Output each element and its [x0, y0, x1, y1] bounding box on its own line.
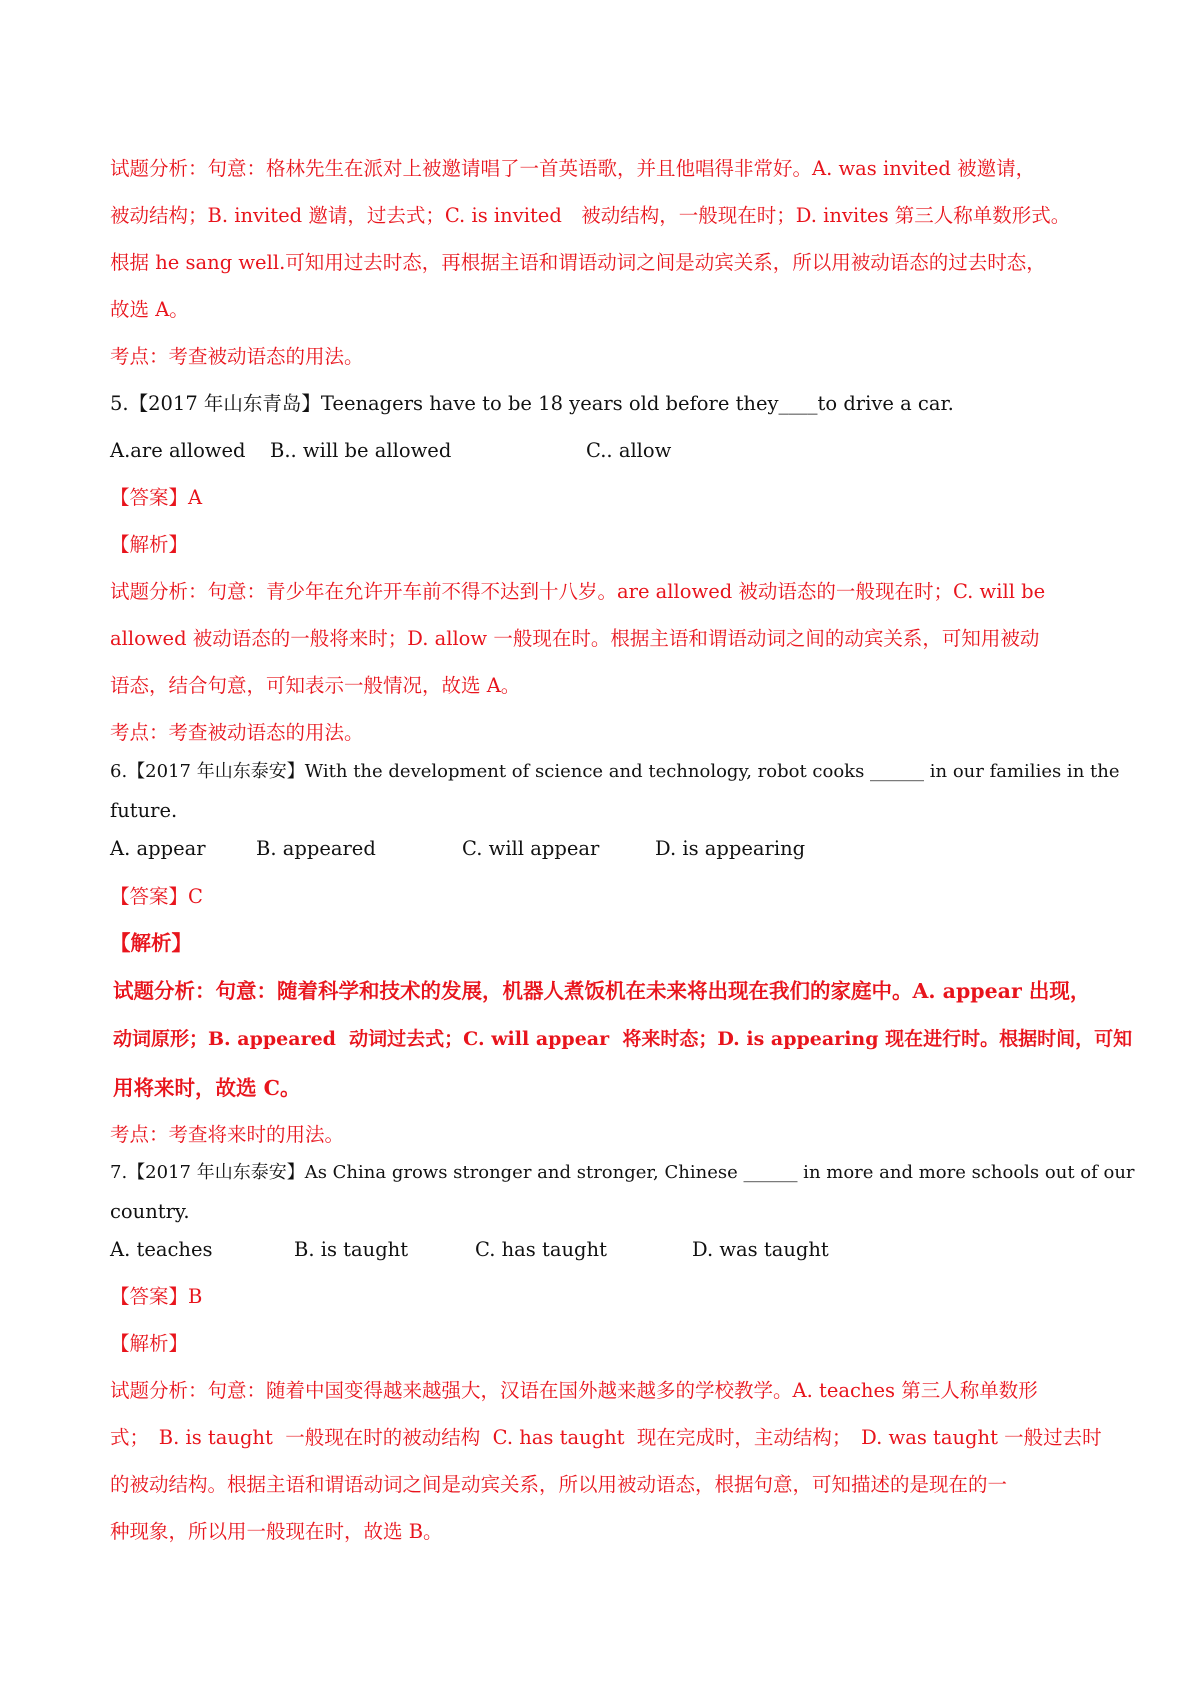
- q4-point: 考点：考查被动语态的用法。: [110, 345, 364, 368]
- q7-analysis-line-2: 式； B. is taught 一般现在时的被动结构 C. has taught 现在完成时，主动结构； D. was taught 一般过去时: [110, 1426, 1102, 1449]
- q7-stem-line-1: 7.【2017 年山东泰安】As China grows stronger and stronger, Chinese ______ in more and more schools out of our: [110, 1162, 1135, 1183]
- q7-analysis-line-4: 种现象，所以用一般现在时，故选 B。: [110, 1520, 443, 1543]
- q6-option-a: A. appear: [110, 837, 206, 860]
- q6-option-c: C. will appear: [462, 837, 600, 860]
- q7-analysis-line-3: 的被动结构。根据主语和谓语动词之间是动宾关系，所以用被动语态，根据句意，可知描述的是现在的一: [110, 1473, 1008, 1496]
- q4-analysis-line-3: 根据 he sang well.可知用过去时态，再根据主语和谓语动词之间是动宾关系，所以用被动语态的过去时态，: [110, 251, 1046, 274]
- q6-answer: 【答案】C: [110, 885, 203, 908]
- q7-option-b: B. is taught: [294, 1238, 409, 1261]
- q7-analysis-label: 【解析】: [110, 1332, 189, 1355]
- q7-option-d: D. was taught: [692, 1238, 829, 1261]
- q5-option-b: B.. will be allowed: [270, 439, 452, 462]
- q5-stem: 5.【2017 年山东青岛】Teenagers have to be 18 years old before they____to drive a car.: [110, 392, 954, 415]
- q6-option-d: D. is appearing: [655, 837, 806, 860]
- q5-option-a: A.are allowed: [110, 439, 246, 462]
- q5-point: 考点：考查被动语态的用法。: [110, 721, 364, 744]
- q5-analysis-line-1: 试题分析：句意：青少年在允许开车前不得不达到十八岁。are allowed 被动语态的一般现在时；C. will be: [110, 580, 1046, 603]
- q7-stem-line-2: country.: [110, 1200, 190, 1223]
- q7-analysis-line-1: 试题分析：句意：随着中国变得越来越强大，汉语在国外越来越多的学校教学。A. teaches 第三人称单数形: [110, 1379, 1038, 1402]
- q5-option-c: C.. allow: [586, 439, 672, 462]
- q5-analysis-line-3: 语态，结合句意，可知表示一般情况，故选 A。: [110, 674, 521, 697]
- q4-analysis-line-4: 故选 A。: [110, 298, 189, 321]
- q6-analysis-line-2: 动词原形；B. appeared 动词过去式；C. will appear 将来时态；D. is appearing 现在进行时。根据时间，可知: [113, 1028, 1133, 1050]
- q6-stem-line-2: future.: [110, 799, 178, 822]
- q5-answer: 【答案】A: [110, 486, 203, 509]
- q6-analysis-label: 【解析】: [110, 931, 192, 955]
- q6-analysis-line-3: 用将来时，故选 C。: [113, 1076, 301, 1100]
- q7-option-a: A. teaches: [110, 1238, 213, 1261]
- q5-analysis-line-2: allowed 被动语态的一般将来时；D. allow 一般现在时。根据主语和谓语动词之间的动宾关系，可知用被动: [110, 627, 1040, 650]
- q6-option-b: B. appeared: [256, 837, 376, 860]
- q4-analysis-line-1: 试题分析：句意：格林先生在派对上被邀请唱了一首英语歌，并且他唱得非常好。A. was invited 被邀请，: [110, 157, 1036, 180]
- q6-analysis-line-1: 试题分析：句意：随着科学和技术的发展，机器人煮饭机在未来将出现在我们的家庭中。A. appear 出现，: [113, 979, 1091, 1003]
- q4-analysis-line-2: 被动结构；B. invited 邀请，过去式；C. is invited 被动结构，一般现在时；D. invites 第三人称单数形式。: [110, 204, 1071, 227]
- q5-analysis-label: 【解析】: [110, 533, 189, 556]
- q6-stem-line-1: 6.【2017 年山东泰安】With the development of science and technology, robot cooks ______ in our families in the: [110, 761, 1120, 782]
- q7-option-c: C. has taught: [475, 1238, 607, 1261]
- q6-point: 考点：考查将来时的用法。: [110, 1123, 345, 1146]
- q7-answer: 【答案】B: [110, 1285, 203, 1308]
